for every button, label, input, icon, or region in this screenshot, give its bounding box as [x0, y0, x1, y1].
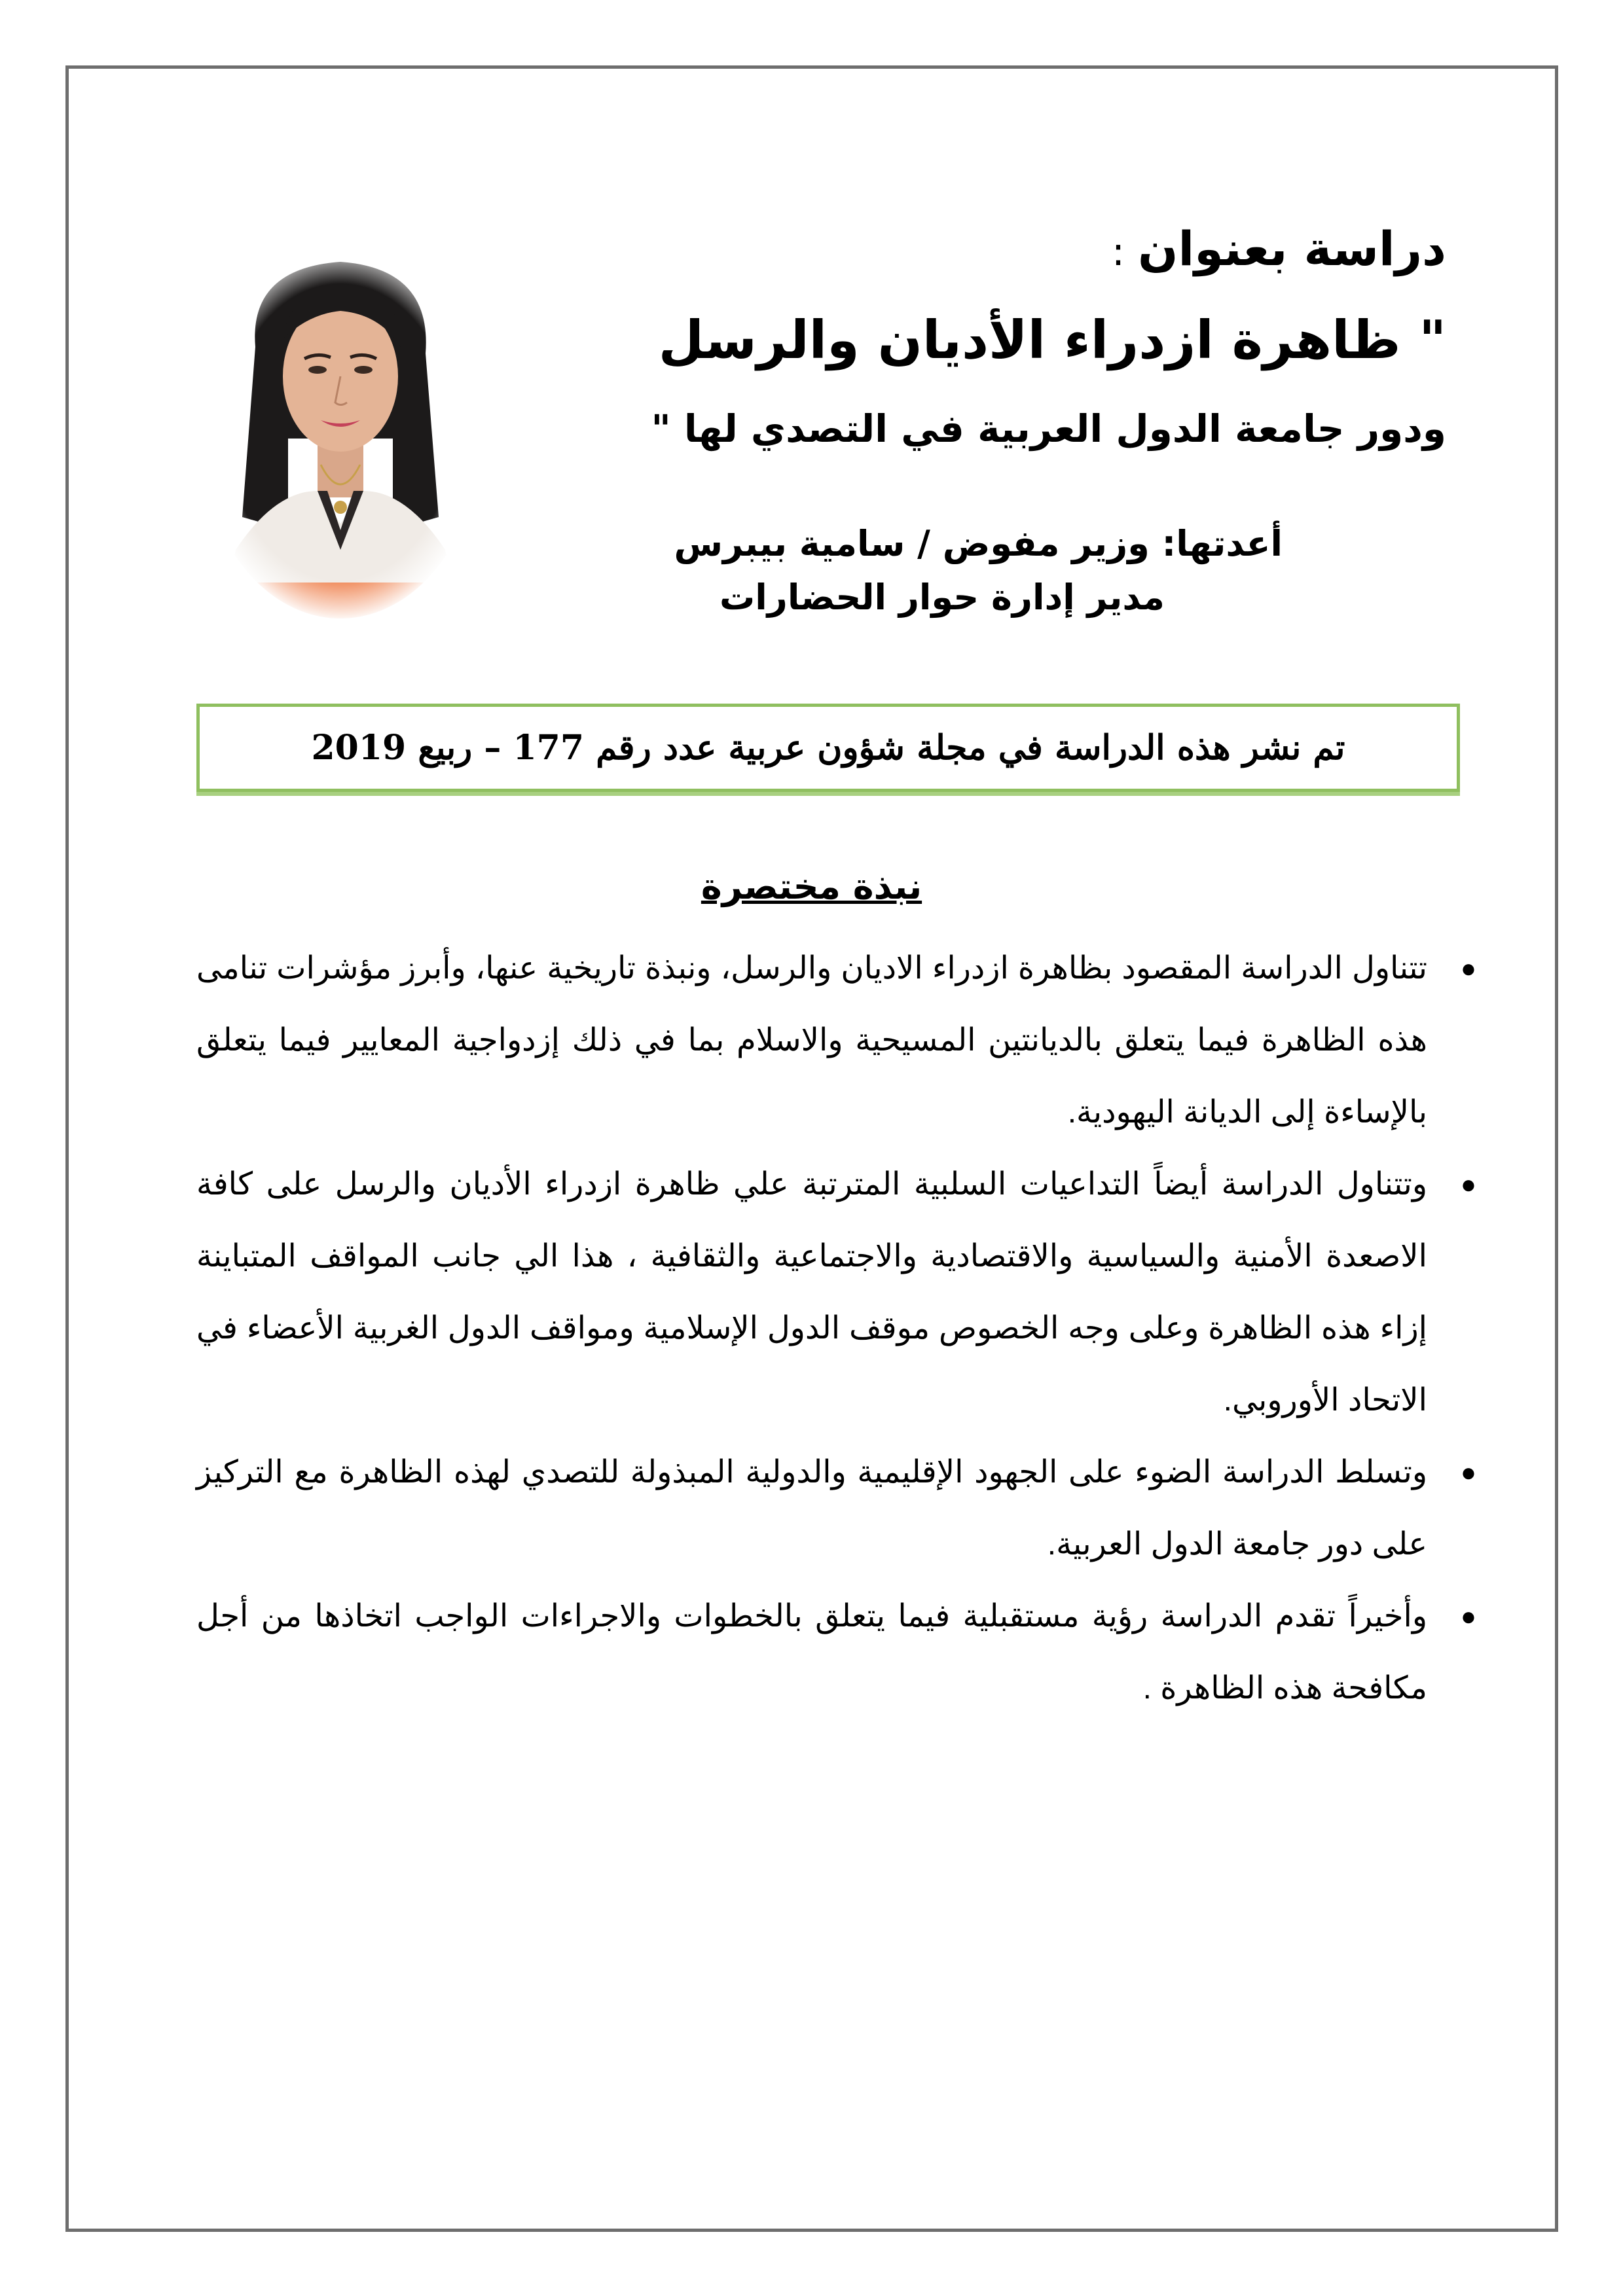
summary-list	[196, 933, 1499, 1725]
list-item-text: وتتناول الدراسة أيضاً التداعيات السلبية المترتبة علي ظاهرة ازدراء الأديان والرسل على كافة الاصعدة الأمنية والسياسية والاقتصادية والاجتماعية والثقافية ، هذا الي جانب المواقف المتباينة إزاء هذه الظاهرة وعلى وجه الخصوص موقف الدول الإسلامية ومواقف الدول الغربية الأعضاء في الاتحاد الأوروبي.	[196, 1167, 1428, 1418]
list-item-text: وتسلط الدراسة الضوء على الجهود الإقليمية والدولية المبذولة للتصدي لهذه الظاهرة مع التركيز على دور جامعة الدول العربية.	[196, 1455, 1427, 1562]
bullet-icon: ●	[1460, 1602, 1476, 1631]
list-item-text: تتناول الدراسة المقصود بظاهرة ازدراء الاديان والرسل، ونبذة تاريخية عنها، وأبرز مؤشرات تنامى هذه الظاهرة فيما يتعلق بالديانتين المسيحية والاسلام بما في ذلك إزدواجية المعايير فيما يتعلق بالإساءة إلى الديانة اليهودية.	[196, 951, 1427, 1130]
list-item	[196, 1149, 1476, 1437]
author-position: مدير إدارة حوار الحضارات	[719, 577, 1165, 618]
author-name: أعدتها: وزير مفوض / سامية بيبرس	[674, 523, 1283, 564]
bullet-icon: ●	[1460, 954, 1476, 983]
list-item	[196, 933, 1476, 1149]
bullet-icon: ●	[1460, 1170, 1476, 1199]
title-label: دراسة بعنوان	[1138, 221, 1446, 276]
title-line-3: ودور جامعة الدول العربية في التصدي لها "	[651, 406, 1446, 451]
list-item	[196, 1581, 1476, 1725]
section-heading: نبذة مختصرة	[701, 866, 922, 907]
bullet-icon: ●	[1460, 1458, 1476, 1487]
list-item	[196, 1437, 1476, 1581]
publication-note-box	[196, 704, 1460, 792]
author-block	[674, 517, 1283, 624]
title-line-2: " ظاهرة ازدراء الأديان والرسل	[658, 310, 1446, 370]
publication-note: تم نشر هذه الدراسة في مجلة شؤون عربية عدد رقم 177 – ربيع 2019	[311, 728, 1345, 768]
list-item-text: وأخيراً تقدم الدراسة رؤية مستقبلية فيما يتعلق بالخطوات والاجراءات الواجب اتخاذها من أجل مكافحة هذه الظاهرة .	[196, 1599, 1427, 1706]
title-colon: :	[1111, 229, 1125, 275]
title-line-1	[333, 209, 1446, 291]
title-block	[333, 209, 1446, 465]
